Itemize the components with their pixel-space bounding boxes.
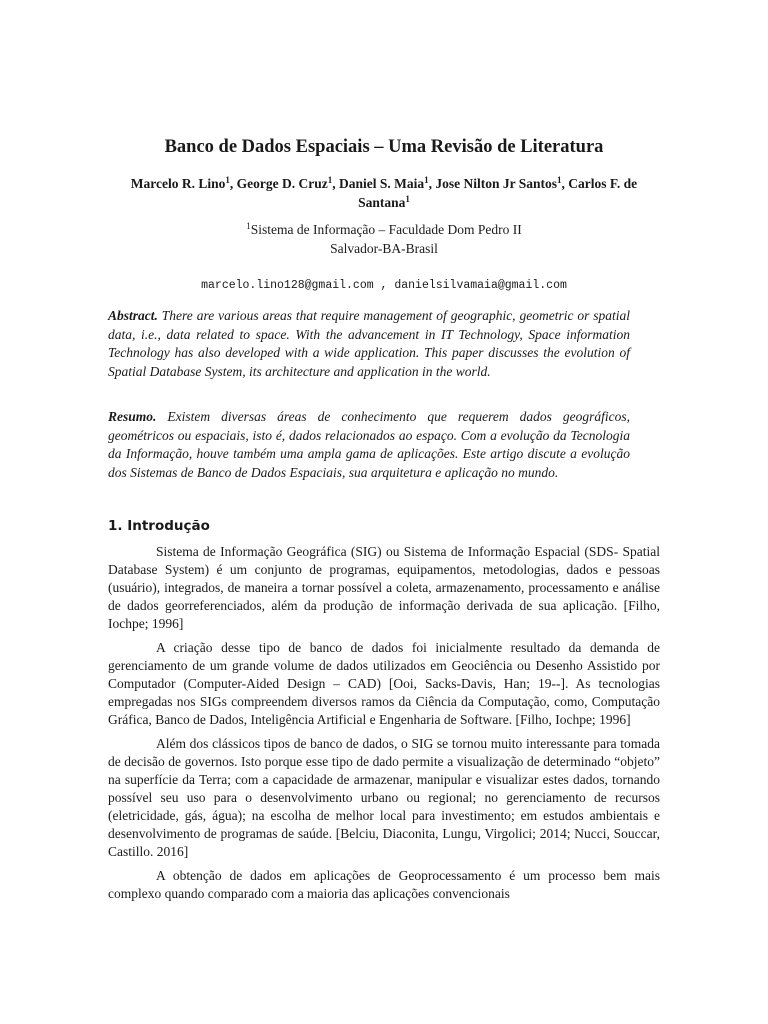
abstract-text: There are various areas that require management of geographic, geometric or spatial data, i.e., data related to space. With the advancement in IT Technology, Space information Technology has also developed with a wide application. This paper discusses the evolution of Spatial Database System, its architecture and application in the world. (108, 308, 630, 379)
affiliation: $^1$Sistema de Informação – Faculdade Dom Pedro II Salvador-BA-Brasil (108, 220, 660, 258)
abstract-label: Abstract. (108, 308, 158, 323)
abstract-english (108, 307, 630, 381)
affiliation-location: Salvador-BA-Brasil (330, 241, 438, 256)
abstract-portuguese (108, 408, 630, 482)
body-text (108, 543, 660, 909)
paper-title: Banco de Dados Espaciais – Uma Revisão de Literatura (164, 137, 604, 157)
author-list (108, 174, 660, 212)
paragraph: Além dos clássicos tipos de banco de dados, o SIG se tornou muito interessante para tomada de decisão de governos. Isto porque esse tipo de dado permite a visualização de determinado “objeto” na superfície da Terra; com a capacidade de armazenar, manipular e visualizar estes dados, tornando possível seu uso para o desenvolvimento urbano ou regional; no gerenciamento de recursos (eletricidade, gás, água); na escolha de melhor local para investimento; em estudos ambientais e desenvolvimento de programas de saúde. [Belciu, Diaconita, Lungu, Virgolici; 2014; Nucci, Souccar, Castillo. 2016] (108, 736, 660, 859)
paragraph: A obtenção de dados em aplicações de Geoprocessamento é um processo bem mais complexo quando comparado com a maioria das aplicações convencionais (108, 868, 660, 901)
resumo-label: Resumo. (108, 409, 157, 424)
section-heading: 1. Introdução (108, 518, 210, 534)
affiliation-institution: Sistema de Informação – Faculdade Dom Pedro II (250, 222, 522, 237)
author: Daniel S. Maia$^1$, (339, 175, 436, 191)
author-emails: marcelo.lino128@gmail.com , danielsilvamaia@gmail.com (201, 279, 567, 292)
paragraph: Sistema de Informação Geográfica (SIG) ou Sistema de Informação Espacial (SDS- Spatial Database System) é um conjunto de programas, equipamentos, metodologias, dados e pessoas (usuário), integrados, de maneira a tornar possível a coleta, armazenamento, processamento e análise de dados georreferenciados, além da produção de informação derivada de sua aplicação. [Filho, Iochpe; 1996] (108, 544, 660, 631)
author: Carlos F. de Santana$^1$ (358, 176, 638, 210)
resumo-text: Existem diversas áreas de conhecimento que requerem dados geográficos, geométricos ou espaciais, isto é, dados relacionados ao espaço. Com a evolução da Tecnologia da Informação, houve também uma ampla gama de aplicações. Este artigo discute a evolução dos Sistemas de Banco de Dados Espaciais, sua arquitetura e aplicação no mundo. (108, 409, 630, 480)
paragraph: A criação desse tipo de banco de dados foi inicialmente resultado da demanda de gerenciamento de um grande volume de dados utilizados em Geociência ou Desenho Assistido por Computador (Computer-Aided Design – CAD) [Ooi, Sacks-Davis, Han; 19--]. As tecnologias empregadas nos SIGs compreendem diversos ramos da Ciência da Computação, como, Computação Gráfica, Banco de Dados, Inteligência Artificial e Engenharia de Software. [Filho, Iochpe; 1996] (108, 640, 660, 727)
author: George D. Cruz$^1$, (236, 175, 340, 191)
author: Jose Nilton Jr Santos$^1$, (435, 175, 569, 191)
author: Marcelo R. Lino$^1$, (130, 175, 237, 191)
